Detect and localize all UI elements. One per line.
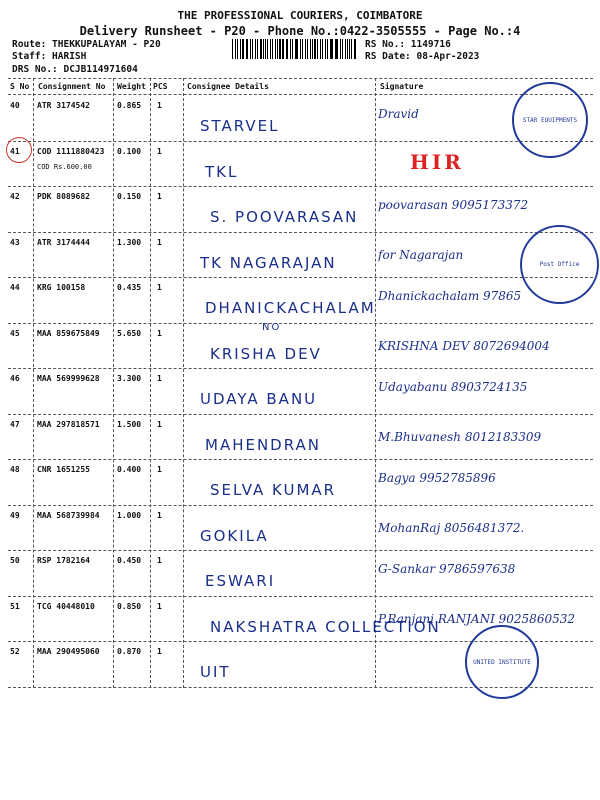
row-pcs: 1 (157, 374, 162, 383)
col-sno: S No (10, 82, 30, 91)
row-sno: 46 (10, 374, 20, 383)
row-consignee-name: SELVA KUMAR (210, 481, 337, 499)
row-sno: 50 (10, 556, 20, 565)
row-pcs: 1 (157, 237, 162, 247)
row-divider (8, 186, 593, 187)
row-divider (8, 232, 593, 233)
barcode-bar (296, 39, 298, 59)
col-weight: Weight (117, 82, 146, 91)
barcode-bar (287, 39, 288, 59)
barcode-bar (330, 39, 331, 59)
row-signature: P.Ranjani RANJANI 9025860532 (378, 611, 575, 626)
header-top-rule (8, 78, 593, 79)
row-consignee-name: TKL (205, 162, 239, 181)
row-signature: M.Bhuvanesh 8012183309 (378, 429, 542, 444)
barcode-bar (232, 39, 233, 59)
post-office-stamp: Post Office (520, 225, 599, 304)
barcode-bar (237, 39, 238, 59)
barcode-bar (310, 39, 311, 59)
barcode-bar (345, 39, 346, 59)
barcode-bar (290, 39, 291, 59)
row-consignment-no: COD 1111880423 (37, 146, 105, 156)
barcode-bar (270, 39, 271, 59)
row-divider (8, 550, 593, 551)
barcode-bar (282, 39, 283, 59)
institute-seal-stamp: UNITED INSTITUTE (465, 625, 539, 699)
barcode-bar (354, 39, 356, 59)
barcode-bar (300, 39, 301, 59)
row-sno: 41 (10, 146, 20, 156)
barcode-bar (320, 39, 321, 59)
row-divider (8, 141, 593, 142)
col-divider (113, 78, 114, 688)
barcode-bar (292, 39, 293, 59)
row-pcs: 1 (157, 556, 162, 565)
row-sno: 47 (10, 419, 20, 429)
barcode-bar (286, 39, 287, 59)
barcode-bar (240, 39, 241, 59)
row-pcs: 1 (157, 419, 162, 429)
barcode-bar (242, 39, 244, 59)
row-sno: 44 (10, 283, 20, 292)
barcode-bar (322, 39, 323, 59)
barcode-bar (263, 39, 264, 59)
row-weight: 5.650 (117, 328, 142, 338)
col-signature: Signature (380, 82, 424, 91)
row-consignee-name: GOKILA (200, 526, 269, 545)
barcode-bar (347, 39, 348, 59)
barcode-bar (279, 39, 281, 59)
row-consignment-no: MAA 568739984 (37, 510, 100, 520)
row-signature: Dhanickachalam 97865 (378, 289, 522, 303)
row-weight: 1.300 (117, 237, 142, 247)
row-weight: 0.850 (117, 601, 142, 611)
row-pcs: 1 (157, 510, 162, 520)
barcode-bar (252, 39, 253, 59)
row-consignee-name: NAKSHATRA COLLECTION (210, 617, 441, 636)
row-consignment-no: MAA 297818571 (37, 419, 100, 429)
barcode-bar (336, 39, 338, 59)
staff-label: Staff: HARISH (12, 51, 87, 62)
company-title: THE PROFESSIONAL COURIERS, COIMBATORE (177, 9, 423, 22)
row-pcs: 1 (157, 283, 162, 292)
barcode-bar (331, 39, 332, 59)
barcode-bar (235, 39, 236, 59)
row-pcs: 1 (157, 146, 162, 156)
barcode-bar (314, 39, 316, 59)
barcode-bar (265, 39, 266, 59)
barcode-bar (295, 39, 296, 59)
hir-annotation: HIR (410, 150, 464, 174)
row-divider (8, 414, 593, 415)
row-weight: 0.150 (117, 192, 142, 201)
row-pcs: 1 (157, 647, 162, 656)
row-weight: 1.500 (117, 419, 142, 429)
row-consignment-no: MAA 290495060 (37, 647, 100, 656)
barcode (232, 39, 357, 59)
row-sno: 52 (10, 647, 20, 656)
row-consignee-name: KRISHA DEV (210, 344, 322, 363)
barcode-bar (267, 39, 268, 59)
header-bottom-rule (8, 94, 593, 95)
row-consignment-no: PDK 8089682 (37, 192, 90, 201)
red-circle-mark (6, 137, 32, 163)
row-consignee-name: S. POOVARASAN (210, 208, 359, 226)
barcode-bar (327, 39, 328, 59)
row-divider (8, 596, 593, 597)
col-consignment: Consignment No (38, 82, 106, 91)
barcode-bar (335, 39, 336, 59)
rs-date: RS Date: 08-Apr-2023 (365, 51, 480, 62)
row-cod-amount: COD Rs.600.00 (37, 162, 92, 171)
col-consignee: Consignee Details (187, 82, 269, 91)
barcode-bar (305, 39, 306, 59)
row-sno: 51 (10, 601, 20, 611)
row-divider (8, 459, 593, 460)
barcode-bar (250, 39, 251, 59)
row-consignment-no: MAA 569999628 (37, 374, 100, 383)
row-consignee-name: ESWARI (205, 572, 276, 590)
row-weight: 0.400 (117, 465, 142, 474)
row-consignment-no: ATR 3174444 (37, 237, 90, 247)
rs-number: RS No.: 1149716 (365, 39, 451, 50)
row-signature: for Nagarajan (378, 247, 464, 262)
barcode-bar (272, 39, 273, 59)
barcode-bar (255, 39, 256, 59)
route-label: Route: THEKKUPALAYAM - P20 (12, 39, 161, 50)
row-signature: Dravid (378, 107, 419, 121)
row-sno: 45 (10, 328, 20, 338)
barcode-bar (340, 39, 341, 59)
drs-number: DRS No.: DCJB114971604 (12, 64, 138, 75)
row-divider (8, 368, 593, 369)
row-signature: Bagya 9952785896 (378, 471, 496, 485)
row-sno: 40 (10, 101, 20, 110)
row-pcs: 1 (157, 101, 162, 110)
row-consignment-no: KRG 100158 (37, 283, 86, 292)
barcode-bar (246, 39, 247, 59)
row-consignment-no: CNR 1651255 (37, 465, 90, 474)
row-pcs: 1 (157, 192, 162, 201)
col-divider (150, 78, 151, 688)
col-divider (375, 78, 376, 688)
row-sno: 49 (10, 510, 20, 520)
row-consignment-no: ATR 3174542 (37, 101, 90, 110)
row-signature: MohanRaj 8056481372. (378, 520, 525, 535)
row-signature: G-Sankar 9786597638 (378, 562, 516, 576)
row-sno: 42 (10, 192, 20, 201)
col-pcs: PCS (153, 82, 168, 91)
row-weight: 0.100 (117, 146, 142, 156)
barcode-bar (275, 39, 276, 59)
barcode-bar (257, 39, 258, 59)
row-weight: 0.870 (117, 647, 142, 656)
barcode-bar (260, 39, 262, 59)
row-weight: 0.865 (117, 101, 142, 110)
row-consignee-name: STARVEL (200, 117, 280, 135)
row-divider (8, 505, 593, 506)
barcode-bar (302, 39, 303, 59)
row-consignee-name: UDAYA BANU (200, 390, 318, 408)
row-signature: poovarasan 9095173372 (378, 198, 529, 212)
row-weight: 1.000 (117, 510, 142, 520)
company-seal-stamp: STAR EQUIPMENTS (512, 82, 588, 158)
row-consignment-no: RSP 1782164 (37, 556, 90, 565)
row-consignee-name: UIT (200, 663, 231, 681)
row-sno: 43 (10, 237, 20, 247)
barcode-bar (277, 39, 278, 59)
row-consignee-name: TK NAGARAJAN (200, 253, 337, 272)
row-weight: 0.450 (117, 556, 142, 565)
barcode-bar (307, 39, 308, 59)
barcode-bar (342, 39, 343, 59)
barcode-bar (247, 39, 248, 59)
row-divider (8, 277, 593, 278)
barcode-bar (325, 39, 326, 59)
note-no: NO (262, 322, 282, 333)
row-consignment-no: TCG 40448010 (37, 601, 95, 611)
row-signature: KRISHNA DEV 8072694004 (378, 338, 550, 353)
row-consignment-no: MAA 859675849 (37, 328, 100, 338)
row-weight: 0.435 (117, 283, 142, 292)
row-pcs: 1 (157, 328, 162, 338)
barcode-bar (317, 39, 318, 59)
row-sno: 48 (10, 465, 20, 474)
row-pcs: 1 (157, 465, 162, 474)
barcode-bar (349, 39, 350, 59)
row-consignee-name: DHANICKACHALAM (205, 299, 376, 317)
row-signature: Udayabanu 8903724135 (378, 380, 528, 394)
barcode-bar (351, 39, 352, 59)
row-weight: 3.300 (117, 374, 142, 383)
row-divider (8, 323, 593, 324)
row-consignee-name: MAHENDRAN (205, 435, 322, 454)
col-divider (33, 78, 34, 688)
row-pcs: 1 (157, 601, 162, 611)
barcode-bar (312, 39, 313, 59)
col-divider (183, 78, 184, 688)
runsheet-subtitle: Delivery Runsheet - P20 - Phone No.:0422-3505555 - Page No.:4 (79, 24, 521, 38)
